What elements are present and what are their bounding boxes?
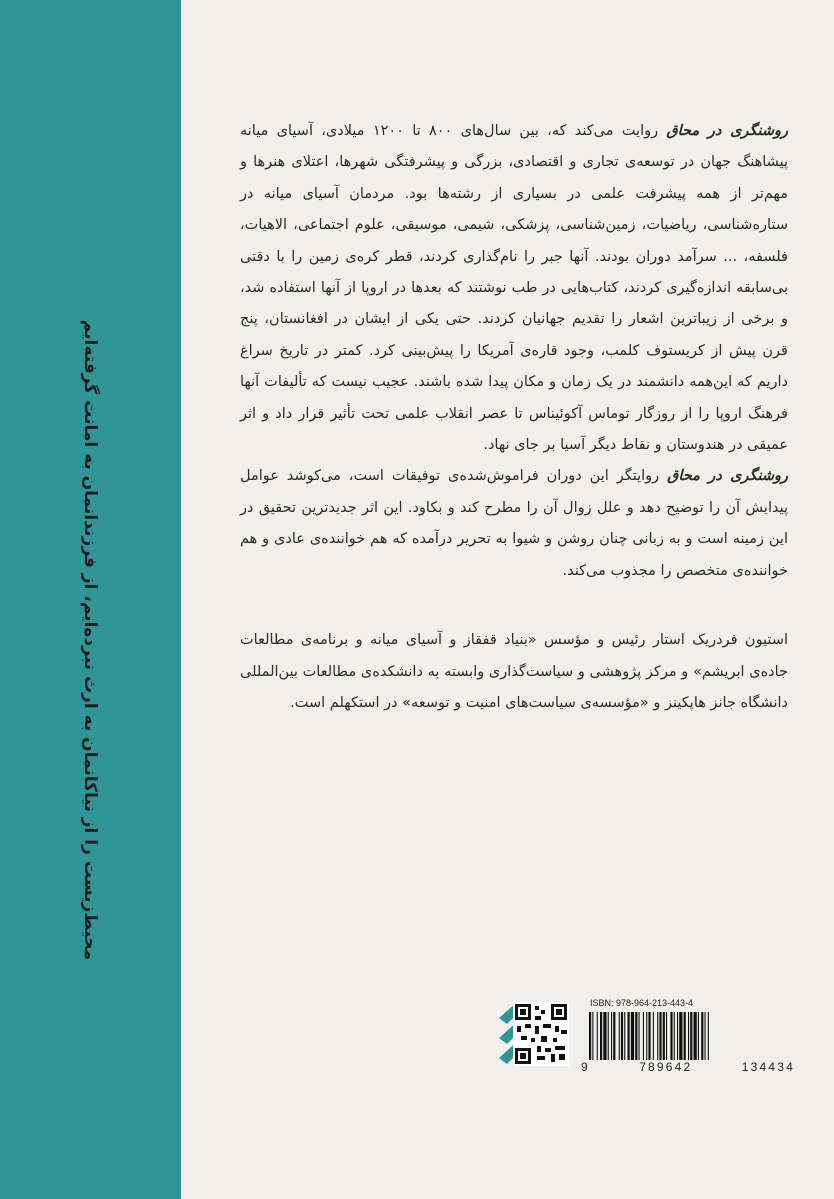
isbn-block bbox=[495, 998, 795, 1078]
back-cover-text bbox=[240, 116, 788, 719]
qr-code-icon bbox=[513, 1002, 569, 1066]
isbn-label: ISBN: 978-964-213-443-4 bbox=[590, 998, 694, 1008]
description-body-1: روایت می‌کند که، بین سال‌های ۸۰۰ تا ۱۲۰۰ میلادی، آسیای میانه پیشاهنگ جهان در توسعه‌ی تجاری و اقتصادی، بزرگی و پیشرفتگی شهرها، اعتلای هنرها و مهم‌تر از همه پیشرفت علمی در بسیاری از رشته‌ها بود. مردمان آسیای میانه در ستاره‌شناسی، ریاضیات، زمین‌شناسی، پزشکی، شیمی، موسیقی، علوم اجتماعی، الاهیات، فلسفه، ... سرآمد دوران بودند. آنها جبر را نام‌گذاری کردند، قطر کره‌ی زمین را با دقتی بی‌سابقه اندازه‌گیری کردند، کتاب‌هایی در طب نوشتند که بعدها در اروپا از آنها استفاده شد، و برخی از زیباترین اشعار را تقدیم جهانیان کردند. حتی یکی از ایشان در افغانستان، پنج قرن پیش از کریستوف کلمب، وجود قاره‌ی آمریکا را پیش‌بینی کرد. کمتر در تاریخ سراغ داریم که این‌همه دانشمند در یک زمان و مکان پیدا شده باشند. عجیب نیست که تألیفات آنها فرهنگ اروپا را از روزگار توماس آکوئیناس تا عصر انقلاب علمی تحت تأثیر قرار داد و اثر عمیقی در هندوستان و نقاط دیگر آسیا بر جای نهاد. bbox=[240, 123, 788, 454]
barcode-digit-lead: 9 bbox=[581, 1060, 590, 1074]
barcode-number bbox=[581, 1060, 795, 1074]
book-title-2: روشنگری در محاق bbox=[667, 468, 788, 485]
barcode-digits-left: 789642 bbox=[639, 1060, 693, 1074]
book-title-1: روشنگری در محاق bbox=[666, 123, 788, 139]
barcode-digits-right: 134434 bbox=[741, 1060, 795, 1074]
author-bio: استیون فردریک استار رئیس و مؤسس «بنیاد قفقاز و آسیای میانه و برنامه‌ی مطالعات جاده‌ی ابریشم» و مرکز پژوهشی و سیاست‌گذاری وابسته به دانشکده‌ی مطالعات بین‌المللی دانشگاه جانز هاپکینز و «مؤسسه‌ی سیاست‌های امنیت و توسعه» در استکهلم است. bbox=[240, 632, 788, 711]
description-body-2: روایتگر این دوران فراموش‌شده‌ی توفیقات است، می‌کوشد عوامل پیدایش آن را توضیح دهد و علل زوال آن را مطرح کند و بکاود. این اثر جدیدترین تحقیق در این زمینه است و به زبانی چنان روشن و شیوا به تحریر درآمده که هم خواننده‌ی عادی و هم خواننده‌ی متخصص را مجذوب می‌کند. bbox=[240, 468, 788, 579]
spine-slogan: محیط‌زیست را از نیاکانمان به ارث نبرده‌ایم، از فرزندانمان به امانت گرفته‌ایم bbox=[80, 319, 100, 961]
description-paragraph-2 bbox=[240, 461, 788, 587]
spine-band bbox=[0, 0, 181, 1199]
description-paragraph-1 bbox=[240, 116, 788, 461]
barcode-icon bbox=[587, 1012, 793, 1060]
